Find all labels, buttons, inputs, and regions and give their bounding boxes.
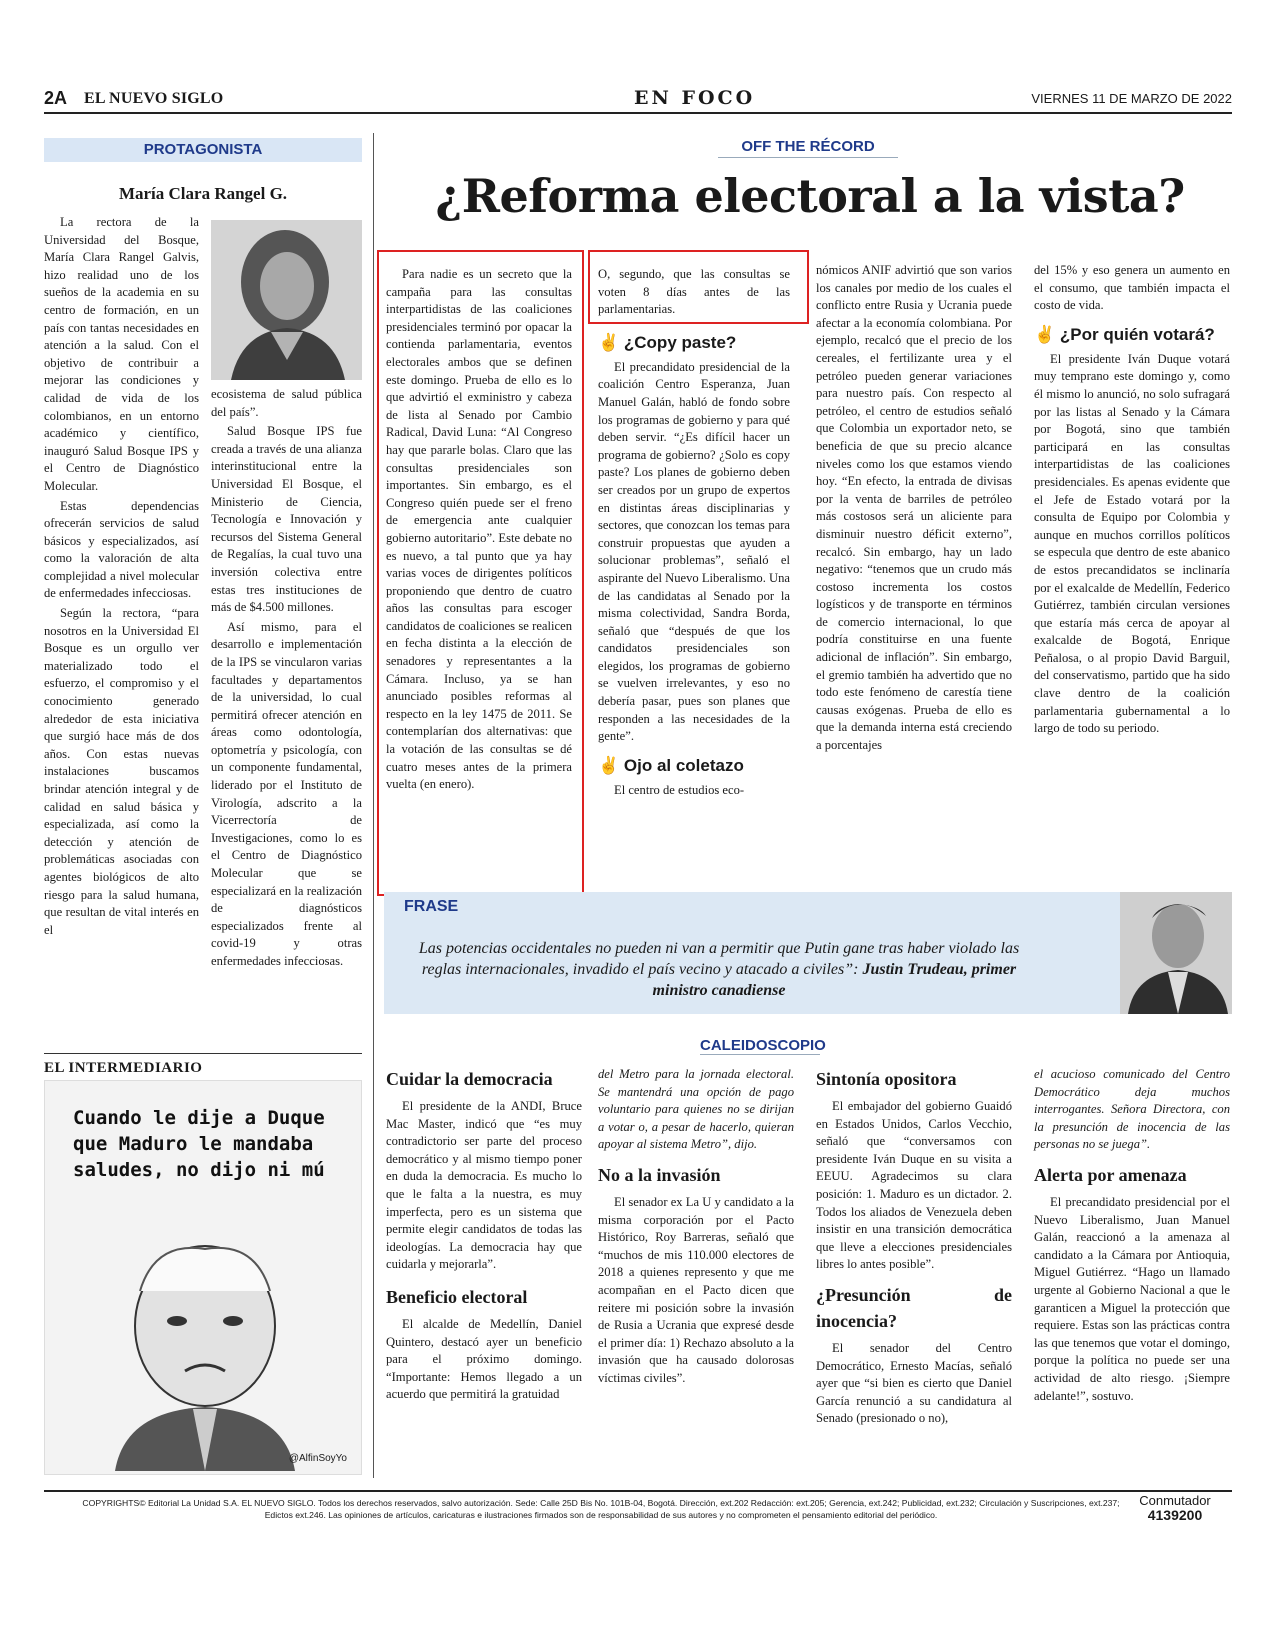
left-column (44, 138, 362, 1464)
paragraph: El embajador del gobierno Guaidó en Estados Unidos, Carlos Vecchio, señaló que “conversamos con presidente Iván Duque en su visita a EEUU. Agradecimos su clara posición: 1. Maduro es un dictador. 2. Todos los aliados de Venezuela deben insistir en una transición democrática que lleve a elecciones presidenciales libres lo antes posible”. (816, 1099, 1012, 1272)
page-header (44, 86, 1232, 112)
paragraph: El senador ex La U y candidato a la misma corporación por el Pacto Histórico, Roy Barreras, señaló que “muchos de mis 110.000 electores de 2018 a quienes represento y que me acompañan en el Pacto dicen que reitere mi posición sobre la invasión de Rusia a Ucrania que expresé desde el primer día: 1) Rechazo absoluto a la invasión que ha causado dolorosas víctimas civiles”. (598, 1194, 794, 1385)
subhead: ¿Presunción de inocencia? (816, 1284, 1012, 1331)
cartoon-drawing (85, 1231, 325, 1471)
conmutador-label: Conmutador (1139, 1493, 1211, 1508)
headline: ¿Reforma electoral a la vista? (435, 169, 1185, 223)
section-title: EN FOCO (634, 87, 756, 109)
paragraph: del 15% y eso genera un aumento en el consumo, que también impacta el costo de vida. (1034, 263, 1230, 313)
protagonista-tag: PROTAGONISTA (143, 141, 263, 158)
protagonista-band (44, 138, 362, 162)
page-number: 2A (44, 88, 68, 108)
protagonista-text-b (211, 386, 362, 973)
protagonista-name: María Clara Rangel G. (118, 184, 288, 203)
paragraph: O, segundo, que las consultas se voten 8 días antes de las parlamentarias. (598, 267, 790, 317)
issue-date: VIERNES 11 DE MARZO DE 2022 (1031, 91, 1232, 106)
newspaper-logo: EL NUEVO SIGLO (84, 90, 224, 107)
paragraph: El presidente Iván Duque votará muy temprano este domingo y, como él mismo lo anunció, no solo sufragará por las listas al Senado y la Cámara por Bogotá, sino que también participará en las consultas interpartidistas de las coaliciones presidenciales. Es apenas evidente que el Jefe de Estado votará por la consulta de Equipo por Colombia y aunque en muchos corrillos políticos se especula que dentro de este abanico de estos precandidatos se inclinaría por el exalcalde de Medellín, Federico Gutiérrez, también circulan versiones que estaría más cerca de apoyar al exalcalde de Bogotá, Enrique Peñalosa, o al propio David Barguil, del conservatismo, partido que ha sido clave dentro de la coalición parlamentaria gubernamental a lo largo de todo su periodo. (1034, 351, 1230, 736)
highlight-box (588, 250, 809, 324)
paragraph: Según la rectora, “para nosotros en la Universidad El Bosque es un orgullo ver materializado todo el esfuerzo, el compromiso y el conocimiento generado alrededor de esta iniciativa que surgió hace más de dos años. Con estas nuevas instalaciones buscamos brindar atención integral y de calidad en salud básica y especializada, así como la detección y atención de problemáticas asociadas con agentes biológicos de alto riesgo para la salud humana, que resultan de vital interés en el (44, 606, 199, 937)
paragraph: El presidente de la ANDI, Bruce Mac Master, indicó que “es muy contradictorio ser parte del proceso democrático y al mismo tiempo poner en duda la democracia. Es mucho lo que le falta a la nuestra, es muy imperfecta, pero es un sistema que permite elegir candidatos de todas las ideologías. La democracia hay que cuidarla y mejorarla”. (386, 1099, 582, 1272)
subhead: No a la invasión (598, 1164, 721, 1185)
subhead-por-quien: ✌ ¿Por quién votará? (1034, 324, 1215, 344)
subhead-ojo: ✌ Ojo al coletazo (598, 755, 744, 775)
quote-author-photo (1120, 892, 1232, 1014)
subhead-text: ¿Por quién votará? (1059, 324, 1215, 344)
intermediario-title: EL INTERMEDIARIO (44, 1053, 362, 1077)
quote-text (404, 938, 1034, 1001)
subhead-text: ¿Copy paste? (623, 332, 737, 352)
paragraph: El centro de estudios eco- (614, 782, 745, 797)
caleidoscopio-tag: CALEIDOSCOPIO (700, 1037, 826, 1054)
paragraph: del Metro para la jornada electoral. Se mantendrá una opción de pago voluntario para quienes no se dirijan a votar o, a pesar de hacerlo, quieran apoyar al sistema Metro”, dijo. (598, 1067, 794, 1152)
subhead-text: Ojo al coletazo (623, 755, 744, 775)
cartoon-signature: @AlfinSoyYo (288, 1453, 347, 1464)
quote-body: Las potencias occidentales no pueden ni van a permitir que Putin gane tras haber violado las reglas internacionales, invadido el país vecino y atacado a civiles”: (418, 940, 1020, 978)
paragraph: Salud Bosque IPS fue creada a través de una alianza interinstitucional entre la Universidad El Bosque, el Ministerio de Ciencia, Tecnología e Innovación y recursos del Sistema General de Regalías, la cual tuvo una inversión colectiva entre estas tres instituciones de más de $4.500 millones. (211, 424, 362, 615)
portrait-image (211, 220, 362, 380)
otr-column-4 (1034, 262, 1230, 740)
quote-box (384, 892, 1232, 1014)
subhead: Alerta por amenaza (1034, 1164, 1187, 1185)
caleidoscopio-column-3 (816, 1062, 1012, 1430)
caleidoscopio-column-1 (386, 1062, 582, 1406)
caleidoscopio-column-2 (598, 1066, 794, 1390)
conmutador (1120, 1494, 1230, 1522)
cartoon-caption: Cuando le dije a Duque que Maduro le mandaba saludes, no dijo ni mú (73, 1107, 325, 1181)
footer-copyright: COPYRIGHTS© Editorial La Unidad S.A. EL NUEVO SIGLO. Todos los derechos reservados, salvo autorización. Sede: Calle 25D Bis No. 101B-04, Bogotá. Dirección, ext.202 Redacción: ext.205; Gerencia, ext.242; Publicidad, ext.232; Circulación y Suscripciones, ext.237; Edictos ext.246. Las opiniones de artículos, caricaturas e ilustraciones firmados son de responsabilidad de sus autores y no comprometen el pensamiento editorial del periódico. (82, 1498, 1120, 1520)
highlight-box (377, 250, 584, 896)
paragraph: El alcalde de Medellín, Daniel Quintero, destacó ayer un beneficio para el próximo domingo. “Importante: Hemos llegado a un acuerdo que permitirá la gratuidad (386, 1316, 582, 1402)
portrait-image (1120, 892, 1232, 1014)
otr-column-3 (816, 262, 1012, 757)
paragraph: nómicos ANIF advirtió que son varios los canales por medio de los cuales el conflicto entre Rusia y Ucrania puede afectar a la economía colombiana. Por ejemplo, recalcó que el precio de los cereales, el fertilizante urea y el petróleo pueden generar variaciones para nuestro país. Con respecto al petróleo, el centro de estudios señaló que Colombia un exportador neto, se beneficia de que su precio alcance niveles como los que estamos viendo hoy. “En efecto, la entrada de divisas por la venta de barriles de petróleo más costosos será un aliciente para disminuir nuestro déficit externo”, recalcó. Sin embargo, hay un lado negativo: “tenemos que un crudo más costoso incrementa los costos logísticos y de transporte en términos de comercio internacional, lo que podría constituirse en una fuente adicional de inflación”. Sin embargo, el gremio también ha advertido que no todo este fenómeno de carestía tiene causas exógenas. Prueba de ello es que la demanda interna está creciendo a porcentajes (816, 263, 1012, 753)
subhead: Sintonía opositora (816, 1069, 957, 1089)
column-divider (373, 133, 374, 1478)
subhead: Beneficio electoral (386, 1286, 528, 1307)
header-rule (44, 112, 1232, 114)
otr-column-2 (598, 266, 790, 801)
quote-label: FRASE (404, 898, 459, 915)
paragraph: La rectora de la Universidad del Bosque, María Clara Rangel Galvis, hizo realidad uno de los sueños de la academia en su centro de formación, en un país con tantas necesidades en atención a la salud. Con el objetivo de contribuir a mejorar las condiciones y calidad de vida de los colombianos, en un entorno académico y científico, inauguró Salud Bosque IPS y el Centro de Diagnóstico Molecular. (44, 215, 199, 493)
otr-tag: OFF THE RÉCORD (718, 138, 898, 158)
paragraph: Así mismo, para el desarrollo e implementación de la IPS se vincularon varias facultades y departamentos de la universidad, lo cual permitirá ofrecer atención en áreas como odontología, optometría y psicología, con un componente fundamental, liderado por el Instituto de Virología, adscrito a la Vicerrectoría de Investigaciones, como lo es el Centro de Diagnóstico Molecular que se especializará en la realización de diagnósticos especializados frente al covid-19 y otras enfermedades infecciosas. (211, 619, 362, 968)
conmutador-number: 4139200 (1147, 1507, 1203, 1523)
paragraph: el acucioso comunicado del Centro Democrático deja muchos interrogantes. Señora Directora, con la presunción de inocencia de las personas no se juega”. (1034, 1067, 1230, 1152)
paragraph: Estas dependencias ofrecerán servicios de salud básicos y especializados, así como la valoración de alta complejidad a nivel molecular de enfermedades infecciosas. (44, 498, 199, 601)
paragraph: Para nadie es un secreto que la campaña para las consultas interpartidistas de las coaliciones presidenciales terminó por opacar la contienda parlamentaria, eventos electorales ambos que se definen este domingo. Prueba de ello es lo que advirtió el exministro y cabeza de lista al Senado por Cambio Radical, David Luna: “Al Congreso hay que pararle bolas. Claro que las consultas presidenciales son importantes. Sin embargo, es el Congreso quién puede ser el freno de emergencia ante cualquier gobierno autoritario”. Este debate no es nuevo, a tal punto que ya hay varias voces de dirigentes políticos proponiendo que dentro de cuatro años las consultas para escoger candidatos de coaliciones se realicen en fecha distinta a la elección de senadores y representantes a la Cámara. Incluso, ya se han anunciado posibles reformas al respecto en la ley 1475 de 2011. Se contemplarían dos alternativas: que la votación de las consultas se dé cuatro meses antes de la primera vuelta (en enero). (386, 267, 572, 792)
caleidoscopio-column-4 (1034, 1066, 1230, 1407)
paragraph: El senador del Centro Democrático, Ernesto Macías, señaló ayer que “si bien es cierto que Daniel García renunció a su candidatura al Senado (presionado o no), (816, 1340, 1012, 1426)
footer-rule (44, 1490, 1232, 1492)
paragraph: El precandidato presidencial de la coalición Centro Esperanza, Juan Manuel Galán, habló de fondo sobre los programas de gobierno y para qué deben servir. “¿Es difícil hacer un programa de gobierno? ¿Solo es copy paste? Los planes de gobierno deben ser creados por un grupo de expertos en distintas áreas disciplinarias y sectores, que conozcan los temas para construir propuestas que ayuden a solucionar problemas”, señaló el aspirante del Nuevo Liberalismo. Una de las candidatas al Senado por la misma colectividad, Sandra Borda, señaló que “después de que los candidatos presidenciales son elegidos, los programas de gobierno se vuelven irrelevantes, y eso no debería pasar, pues son planes que responden a las necesidades de la gente”. (598, 359, 790, 744)
protagonista-text-a (44, 214, 199, 941)
protagonista-photo (211, 220, 362, 380)
paragraph: El precandidato presidencial por el Nuevo Liberalismo, Juan Manuel Galán, reaccionó a la amenaza al candidato a la Cámara por Antioquia, Miguel Gutiérrez. “Hago un llamado urgente al Gobierno Nacional a que le garanticen a Miguel la protección que requiere. Estas son las prácticas contra las que tenemos que votar el domingo, porque la política no puede ser una actividad de alto riesgo. ¡Siempre adelante!”, sostuvo. (1034, 1194, 1230, 1403)
subhead-copy-paste: ✌ ¿Copy paste? (598, 332, 737, 352)
cartoon (44, 1080, 362, 1475)
subhead: Cuidar la democracia (386, 1069, 553, 1089)
quote-author: Justin Trudeau, primer ministro canadiense (652, 961, 1017, 999)
paragraph: ecosistema de salud pública del país”. (211, 387, 362, 419)
